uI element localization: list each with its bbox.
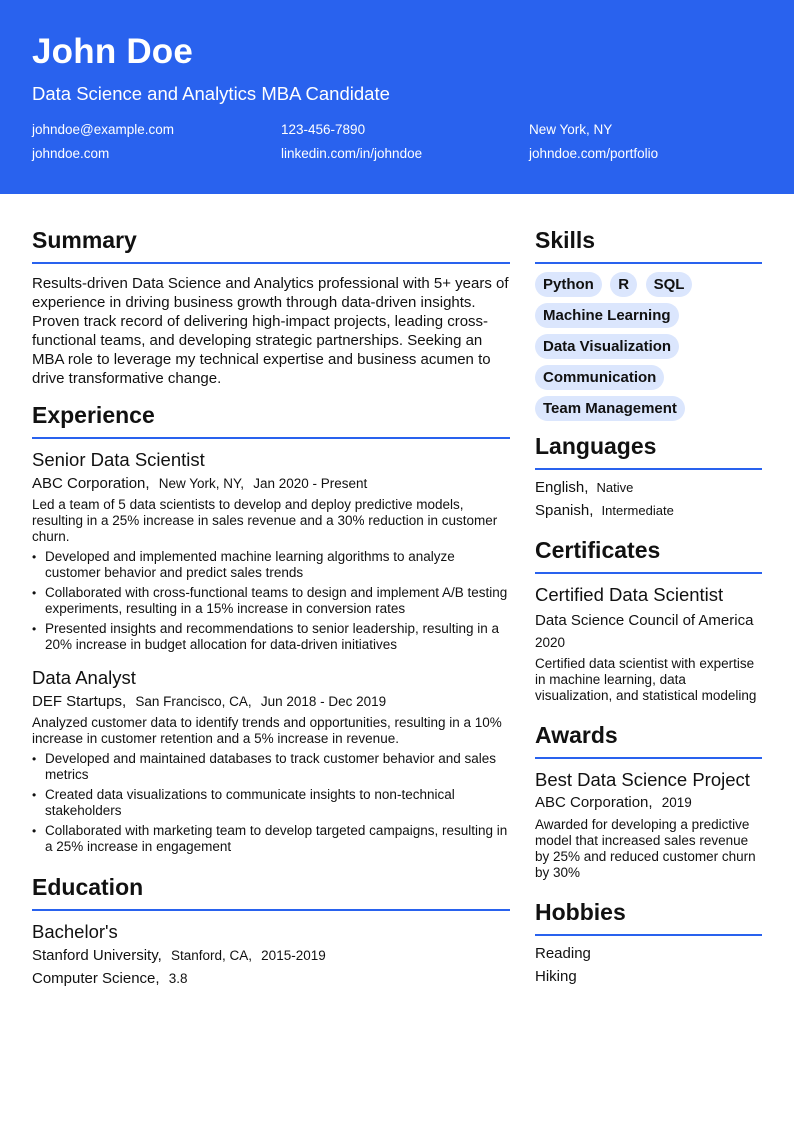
education-field-row — [32, 970, 510, 988]
skill-pill: SQL — [646, 272, 693, 297]
job-location: San Francisco, CA, — [135, 694, 252, 709]
job-bullet: • Collaborated with marketing team to develop targeted campaigns, resulting in a 25% increase in engagement — [32, 823, 510, 855]
skill-pill: Communication — [535, 365, 664, 390]
language-item — [535, 502, 762, 520]
award-year: 2019 — [661, 795, 692, 810]
job-description: Analyzed customer data to identify trends and opportunities, resulting in a 10% increase in customer retention and a 5% increase in revenue. — [32, 715, 502, 746]
section-divider — [535, 934, 762, 936]
job-description: Led a team of 5 data scientists to develop and deploy predictive models, resulting in a 25% increase in sales revenue and a 30% reduction in customer churn. — [32, 497, 498, 544]
language-name: Spanish, — [535, 502, 594, 519]
section-divider — [32, 909, 510, 911]
section-divider — [535, 468, 762, 470]
skills-row — [535, 272, 762, 297]
education-meta — [32, 947, 510, 965]
contact-phone[interactable]: 123-456-7890 — [281, 122, 366, 137]
summary-text: Results-driven Data Science and Analytics professional with 5+ years of experience in driving business growth through data-driven insights. Proven track record of delivering high-impact projects, leading cross-functional teams, and developing strategic partnerships. Seeking an MBA role to leverage my technical expertise and business acumen to drive transformative change. — [32, 275, 509, 387]
skills-row — [535, 396, 762, 421]
skill-pill: Team Management — [535, 396, 685, 421]
hobby-item: Hiking — [535, 968, 577, 985]
contact-linkedin[interactable]: linkedin.com/in/johndoe — [281, 146, 423, 161]
skills-row — [535, 303, 762, 328]
certificate-description: Certified data scientist with expertise in machine learning, data visualization, and statistical modeling — [535, 656, 757, 703]
header-banner — [0, 0, 794, 194]
skill-pill: Machine Learning — [535, 303, 679, 328]
job-meta — [32, 693, 510, 711]
education-dates: 2015-2019 — [261, 948, 326, 963]
hobbies-heading: Hobbies — [535, 899, 626, 925]
certificates-heading: Certificates — [535, 537, 661, 563]
award-meta — [535, 794, 762, 812]
main-column — [32, 226, 510, 988]
education-school: Stanford University, — [32, 947, 162, 964]
language-item — [535, 479, 762, 497]
education-gpa: 3.8 — [168, 971, 188, 986]
job-location: New York, NY, — [158, 476, 245, 491]
job-title: Data Analyst — [32, 667, 136, 688]
section-divider — [535, 262, 762, 264]
education-heading: Education — [32, 874, 144, 900]
skill-pill: Data Visualization — [535, 334, 679, 359]
job-bullet: • Developed and maintained databases to track customer behavior and sales metrics — [32, 751, 510, 783]
contact-website[interactable]: johndoe.com — [32, 146, 110, 161]
contact-email[interactable]: johndoe@example.com — [32, 122, 175, 137]
section-divider — [32, 437, 510, 439]
experience-section — [32, 401, 510, 855]
language-level: Intermediate — [601, 503, 674, 518]
awards-section — [535, 721, 762, 881]
job-company: ABC Corporation, — [32, 475, 150, 492]
job-bullet: • Developed and implemented machine learning algorithms to analyze customer behavior and predict sales trends — [32, 549, 510, 581]
education-section — [32, 873, 510, 988]
section-divider — [32, 262, 510, 264]
award-org: ABC Corporation, — [535, 794, 653, 811]
skill-pill: R — [610, 272, 637, 297]
certificate-org: Data Science Council of America — [535, 612, 754, 629]
section-divider — [535, 757, 762, 759]
certificates-section — [535, 536, 762, 704]
skills-list — [535, 272, 762, 421]
skill-pill: Python — [535, 272, 602, 297]
education-field: Computer Science, — [32, 970, 160, 987]
job-bullet: • Presented insights and recommendations to senior leadership, resulting in a 20% increase in budget allocation for data-driven initiatives — [32, 621, 510, 653]
job-entry — [32, 449, 510, 653]
job-bullets — [32, 549, 510, 653]
hobby-item: Reading — [535, 945, 591, 962]
job-dates: Jun 2018 - Dec 2019 — [260, 694, 387, 709]
job-bullets — [32, 751, 510, 855]
languages-heading: Languages — [535, 433, 657, 459]
contact-portfolio[interactable]: johndoe.com/portfolio — [529, 146, 659, 161]
languages-list — [535, 479, 762, 520]
job-entry — [32, 667, 510, 855]
certificate-name: Certified Data Scientist — [535, 584, 724, 605]
language-level: Native — [596, 480, 634, 495]
candidate-name: John Doe — [32, 32, 194, 71]
award-name: Best Data Science Project — [535, 769, 750, 790]
hobbies-section — [535, 898, 762, 986]
award-description: Awarded for developing a predictive model that increased sales revenue by 25% and reduced customer churn by 30% — [535, 817, 756, 880]
certificate-year: 2020 — [535, 635, 566, 650]
skills-heading: Skills — [535, 227, 596, 253]
skills-row — [535, 365, 762, 390]
contact-location: New York, NY — [529, 122, 613, 137]
candidate-subtitle: Data Science and Analytics MBA Candidate — [32, 83, 390, 104]
job-company: DEF Startups, — [32, 693, 127, 710]
job-bullet: • Collaborated with cross-functional teams to design and implement A/B testing experiments, resulting in a 15% increase in conversion rates — [32, 585, 510, 617]
education-location: Stanford, CA, — [170, 948, 252, 963]
summary-section — [32, 226, 510, 388]
job-meta — [32, 475, 510, 493]
education-degree: Bachelor's — [32, 921, 118, 942]
skills-section — [535, 226, 762, 421]
awards-heading: Awards — [535, 722, 618, 748]
section-divider — [535, 572, 762, 574]
language-name: English, — [535, 479, 589, 496]
skills-row — [535, 334, 762, 359]
languages-section — [535, 432, 762, 520]
experience-heading: Experience — [32, 402, 155, 428]
job-title: Senior Data Scientist — [32, 449, 205, 470]
sidebar-column — [535, 226, 762, 991]
hobbies-list — [535, 945, 762, 986]
job-dates: Jan 2020 - Present — [253, 476, 368, 491]
job-bullet: • Created data visualizations to communicate insights to non-technical stakeholders — [32, 787, 510, 819]
summary-heading: Summary — [32, 227, 137, 253]
